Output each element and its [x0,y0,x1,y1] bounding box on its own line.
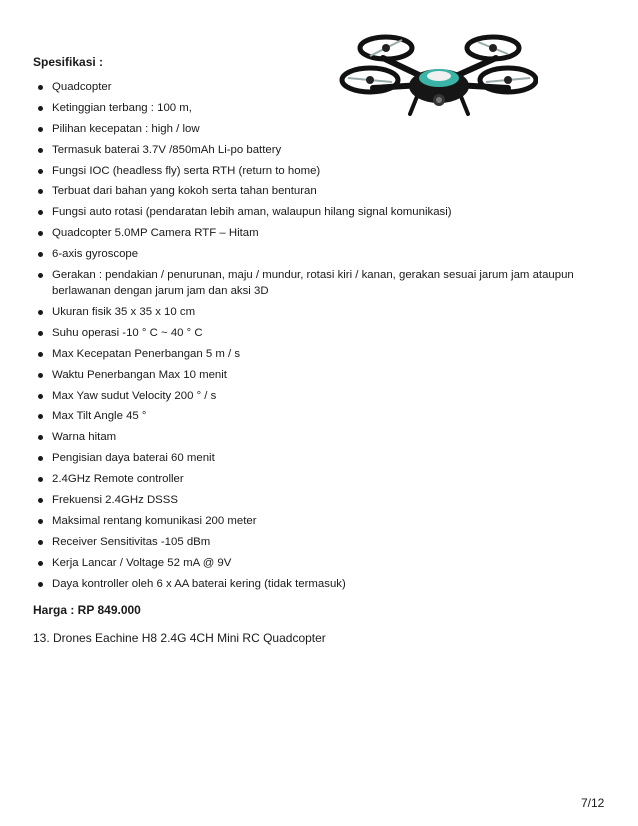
spec-item: 2.4GHz Remote controller [36,471,596,487]
spec-item: Pilihan kecepatan : high / low [36,121,596,137]
spec-item: Daya kontroller oleh 6 x AA baterai kering (tidak termasuk) [36,576,596,592]
spec-item: Waktu Penerbangan Max 10 menit [36,367,596,383]
spec-list [36,79,596,596]
spec-item: Suhu operasi -10 ° C ~ 40 ° C [36,325,596,341]
spec-item: Pengisian daya baterai 60 menit [36,450,596,466]
spec-item: Gerakan : pendakian / penurunan, maju / mundur, rotasi kiri / kanan, gerakan sesuai jarum jam ataupun berlawanan dengan jarum jam dan aksi 3D [36,267,596,299]
spec-item: Terbuat dari bahan yang kokoh serta tahan benturan [36,183,596,199]
spec-item: Max Yaw sudut Velocity 200 ° / s [36,388,596,404]
spec-item: Max Tilt Angle 45 ° [36,408,596,424]
price-label: Harga : RP 849.000 [33,603,141,617]
spec-item: Kerja Lancar / Voltage 52 mA @ 9V [36,555,596,571]
spec-heading: Spesifikasi : [33,55,104,69]
spec-item: Fungsi auto rotasi (pendaratan lebih aman, walaupun hilang signal komunikasi) [36,204,596,220]
next-item-title: 13. Drones Eachine H8 2.4G 4CH Mini RC Quadcopter [33,631,326,645]
spec-item: Fungsi IOC (headless fly) serta RTH (return to home) [36,163,596,179]
spec-item: Termasuk baterai 3.7V /850mAh Li-po battery [36,142,596,158]
spec-item: Frekuensi 2.4GHz DSSS [36,492,596,508]
spec-item: Receiver Sensitivitas -105 dBm [36,534,596,550]
spec-item: Warna hitam [36,429,596,445]
spec-item: Ketinggian terbang : 100 m, [36,100,596,116]
spec-item: Ukuran fisik 35 x 35 x 10 cm [36,304,596,320]
spec-item: Max Kecepatan Penerbangan 5 m / s [36,346,596,362]
spec-item: Quadcopter 5.0MP Camera RTF – Hitam [36,225,596,241]
spec-item: Quadcopter [36,79,596,95]
spec-item: Maksimal rentang komunikasi 200 meter [36,513,596,529]
page-number: 7/12 [581,796,605,810]
spec-item: 6-axis gyroscope [36,246,596,262]
